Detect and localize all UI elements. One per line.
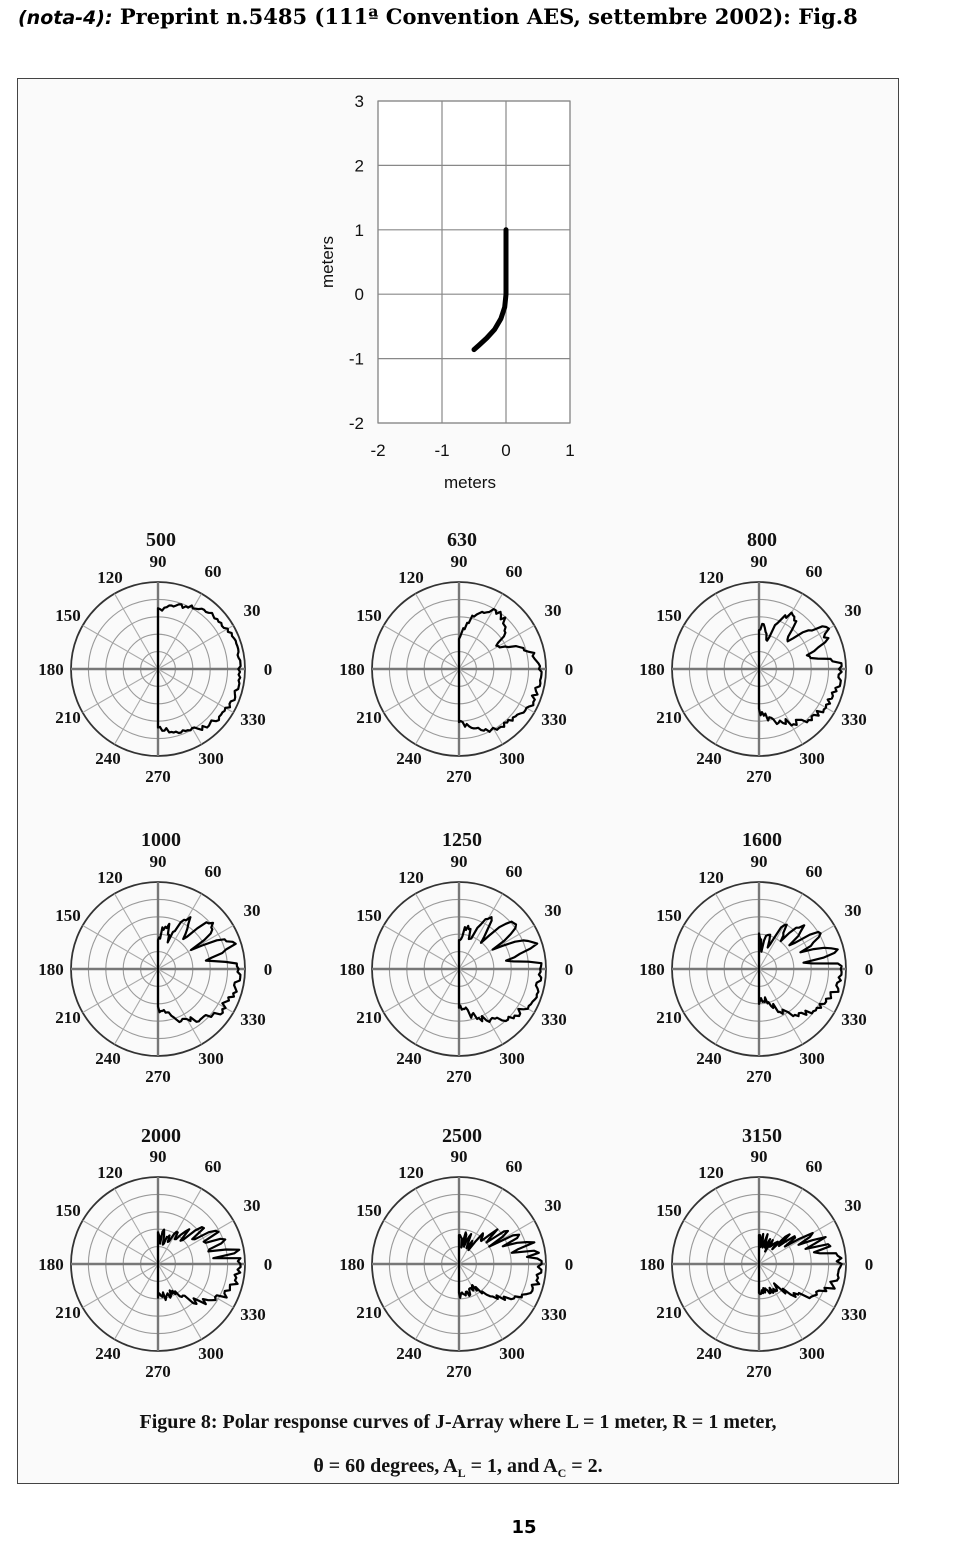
polar-angle-label: 240 — [95, 1344, 121, 1363]
header-title: Preprint n.5485 (111ª Convention AES, settembre 2002): Fig.8 — [119, 4, 858, 29]
polar-plot-1250 — [339, 829, 573, 1086]
polar-angle-label: 270 — [746, 1067, 772, 1086]
polar-spoke — [759, 669, 803, 744]
polar-angle-label: 180 — [639, 960, 665, 979]
polar-response-curve — [759, 925, 842, 1016]
polar-angle-label: 210 — [356, 1303, 382, 1322]
polar-angle-label: 60 — [805, 562, 823, 581]
polar-angle-label: 90 — [750, 552, 768, 571]
polar-spoke — [684, 626, 759, 670]
polar-title: 3150 — [742, 1125, 782, 1147]
polar-angle-label: 210 — [55, 1008, 81, 1027]
polar-spoke — [716, 1264, 760, 1339]
polar-angle-label: 240 — [396, 1344, 422, 1363]
polar-spoke — [459, 969, 534, 1013]
polar-spoke — [83, 1264, 158, 1308]
polar-angle-label: 270 — [446, 1067, 472, 1086]
polar-spoke — [115, 894, 159, 969]
polar-angle-label: 330 — [541, 1305, 567, 1324]
polar-angle-label: 90 — [750, 852, 768, 871]
polar-angle-label: 90 — [149, 1147, 167, 1166]
polar-spoke — [384, 1264, 459, 1308]
y-tick-label: 3 — [354, 92, 364, 111]
polar-spoke — [384, 969, 459, 1013]
polar-angle-label: 330 — [240, 1010, 266, 1029]
polar-spoke — [459, 669, 534, 713]
polar-angle-label: 60 — [204, 562, 222, 581]
polar-angle-label: 300 — [198, 1049, 224, 1068]
polar-spoke — [716, 894, 760, 969]
header-note: (nota-4): — [18, 7, 113, 29]
polar-angle-label: 210 — [55, 708, 81, 727]
polar-title: 2500 — [442, 1125, 482, 1147]
polar-spoke — [459, 1264, 534, 1308]
polar-angle-label: 120 — [398, 1163, 424, 1182]
polar-spoke — [459, 669, 503, 744]
polar-spoke — [115, 1264, 159, 1339]
caption-sub: L — [457, 1466, 466, 1480]
polar-spoke — [716, 1189, 760, 1264]
x-tick-label: 1 — [565, 441, 575, 460]
polar-angle-label: 240 — [696, 1049, 722, 1068]
polar-angle-label: 300 — [799, 1344, 825, 1363]
polar-angle-label: 0 — [864, 660, 874, 679]
polar-spoke — [416, 594, 460, 669]
polar-angle-label: 240 — [396, 749, 422, 768]
polar-plot-1000 — [38, 829, 272, 1086]
y-axis-label: meters — [318, 236, 337, 288]
polar-angle-label: 60 — [505, 1157, 523, 1176]
polar-angle-label: 150 — [356, 606, 382, 625]
polar-angle-label: 150 — [656, 906, 682, 925]
polar-spoke — [759, 1264, 834, 1308]
polar-angle-label: 120 — [97, 1163, 123, 1182]
polar-spoke — [115, 969, 159, 1044]
polar-angle-label: 210 — [356, 708, 382, 727]
polar-angle-label: 270 — [145, 1067, 171, 1086]
polar-angle-label: 120 — [698, 568, 724, 587]
polar-angle-label: 90 — [149, 852, 167, 871]
polar-angle-label: 30 — [844, 1196, 862, 1215]
polar-angle-label: 150 — [656, 1201, 682, 1220]
polar-angle-label: 330 — [841, 1010, 867, 1029]
polar-spoke — [416, 1264, 460, 1339]
polar-spoke — [716, 969, 760, 1044]
polar-spoke — [759, 626, 834, 670]
polar-title: 1600 — [742, 829, 782, 851]
polar-angle-label: 0 — [864, 960, 874, 979]
y-tick-label: 2 — [354, 156, 364, 176]
polar-angle-label: 120 — [97, 568, 123, 587]
polar-angle-label: 150 — [356, 906, 382, 925]
polar-spoke — [684, 969, 759, 1013]
polar-angle-label: 330 — [541, 1010, 567, 1029]
polar-spoke — [416, 669, 460, 744]
polar-angle-label: 60 — [505, 562, 523, 581]
polar-angle-label: 30 — [544, 1196, 562, 1215]
polar-spoke — [684, 1221, 759, 1265]
polar-angle-label: 30 — [544, 901, 562, 920]
polar-spoke — [416, 969, 460, 1044]
polar-angle-label: 90 — [149, 552, 167, 571]
polar-angle-label: 30 — [243, 601, 261, 620]
polar-plot-2000 — [38, 1125, 272, 1381]
polar-spoke — [716, 669, 760, 744]
polar-plot-3150 — [639, 1125, 873, 1381]
polar-spoke — [459, 1189, 503, 1264]
polar-spoke — [759, 969, 803, 1044]
polar-spoke — [115, 594, 159, 669]
polar-angle-label: 270 — [746, 1362, 772, 1381]
polar-spoke — [716, 594, 760, 669]
caption-line-2 — [17, 1444, 899, 1495]
polar-angle-label: 210 — [656, 1008, 682, 1027]
y-tick-label: -2 — [348, 414, 364, 433]
polar-angle-label: 0 — [864, 1255, 874, 1274]
polar-angle-label: 300 — [799, 1049, 825, 1068]
polar-plot-630 — [339, 529, 573, 786]
polar-angle-label: 0 — [263, 660, 273, 679]
polar-angle-label: 150 — [55, 906, 81, 925]
polar-plot-500 — [38, 529, 272, 786]
caption-text: = 2. — [566, 1455, 603, 1477]
polar-angle-label: 240 — [396, 1049, 422, 1068]
polar-spoke — [684, 1264, 759, 1308]
polar-angle-label: 300 — [799, 749, 825, 768]
page-number: 15 — [511, 1517, 537, 1538]
polar-angle-label: 30 — [243, 1196, 261, 1215]
polar-angle-label: 180 — [339, 1255, 365, 1274]
polar-title: 630 — [447, 529, 477, 551]
polar-spoke — [459, 594, 503, 669]
polar-angle-label: 240 — [95, 749, 121, 768]
polar-angle-label: 330 — [240, 710, 266, 729]
polar-title: 800 — [747, 529, 777, 551]
polar-angle-label: 330 — [841, 1305, 867, 1324]
polar-spoke — [684, 926, 759, 970]
polar-spoke — [759, 669, 834, 713]
polar-angle-label: 270 — [145, 1362, 171, 1381]
polar-angle-label: 330 — [240, 1305, 266, 1324]
polar-angle-label: 330 — [541, 710, 567, 729]
polar-spoke — [115, 1189, 159, 1264]
polar-plot-2500 — [339, 1125, 573, 1381]
j-array-plot-area — [378, 101, 570, 423]
polar-angle-label: 90 — [450, 1147, 468, 1166]
polar-angle-label: 90 — [450, 552, 468, 571]
polar-angle-label: 90 — [450, 852, 468, 871]
polar-angle-label: 120 — [97, 868, 123, 887]
x-axis-label: meters — [444, 473, 496, 492]
polar-angle-label: 120 — [698, 1163, 724, 1182]
polar-spoke — [384, 926, 459, 970]
y-tick-label: 0 — [354, 285, 364, 305]
polar-angle-label: 150 — [656, 606, 682, 625]
polar-angle-label: 180 — [639, 660, 665, 679]
polar-response-curve — [158, 1227, 241, 1304]
figure-caption — [17, 1400, 899, 1495]
polar-angle-label: 150 — [55, 1201, 81, 1220]
polar-spoke — [759, 1264, 803, 1339]
polar-spoke — [384, 669, 459, 713]
polar-angle-label: 120 — [698, 868, 724, 887]
polar-angle-label: 270 — [446, 767, 472, 786]
polar-title: 1000 — [141, 829, 181, 851]
polar-angle-label: 300 — [198, 749, 224, 768]
polar-angle-label: 300 — [499, 1049, 525, 1068]
polar-angle-label: 60 — [204, 1157, 222, 1176]
polar-spoke — [83, 1221, 158, 1265]
polar-spoke — [384, 626, 459, 670]
polar-spoke — [384, 1221, 459, 1265]
polar-angle-label: 240 — [95, 1049, 121, 1068]
polar-angle-label: 270 — [746, 767, 772, 786]
polar-angle-label: 30 — [243, 901, 261, 920]
polar-angle-label: 180 — [339, 660, 365, 679]
polar-spoke — [158, 1189, 202, 1264]
polar-angle-label: 240 — [696, 749, 722, 768]
polar-angle-label: 0 — [263, 1255, 273, 1274]
polar-angle-label: 90 — [750, 1147, 768, 1166]
polar-angle-label: 60 — [505, 862, 523, 881]
polar-spoke — [759, 894, 803, 969]
polar-spoke — [115, 669, 159, 744]
polar-angle-label: 300 — [499, 1344, 525, 1363]
polar-spoke — [83, 626, 158, 670]
polar-angle-label: 60 — [805, 862, 823, 881]
polar-angle-label: 180 — [639, 1255, 665, 1274]
y-tick-label: -1 — [348, 349, 364, 369]
polar-spoke — [158, 969, 202, 1044]
polar-angle-label: 330 — [841, 710, 867, 729]
polar-angle-label: 0 — [263, 960, 273, 979]
polar-angle-label: 30 — [844, 601, 862, 620]
polar-angle-label: 180 — [339, 960, 365, 979]
polar-angle-label: 0 — [564, 660, 574, 679]
polar-angle-label: 0 — [564, 1255, 574, 1274]
polar-spoke — [684, 669, 759, 713]
polar-spoke — [416, 1189, 460, 1264]
polar-spoke — [759, 1189, 803, 1264]
polar-angle-label: 0 — [564, 960, 574, 979]
polar-angle-label: 300 — [499, 749, 525, 768]
polar-angle-label: 30 — [844, 901, 862, 920]
polar-angle-label: 120 — [398, 568, 424, 587]
caption-text: θ = 60 degrees, A — [313, 1455, 458, 1477]
polar-spoke — [158, 969, 233, 1013]
polar-spoke — [416, 894, 460, 969]
caption-line-1: Figure 8: Polar response curves of J-Array where L = 1 meter, R = 1 meter, — [139, 1411, 777, 1433]
caption-text: = 1, and A — [465, 1455, 558, 1477]
polar-angle-label: 210 — [656, 708, 682, 727]
polar-title: 1250 — [442, 829, 482, 851]
polar-angle-label: 60 — [204, 862, 222, 881]
polar-angle-label: 180 — [38, 660, 64, 679]
polar-angle-label: 180 — [38, 960, 64, 979]
polar-response-curve — [459, 609, 542, 732]
polar-angle-label: 150 — [356, 1201, 382, 1220]
caption-sub: C — [557, 1466, 567, 1480]
polar-title: 500 — [146, 529, 176, 551]
y-tick-label: 1 — [354, 220, 364, 240]
polar-spoke — [158, 669, 233, 713]
polar-spoke — [83, 669, 158, 713]
polar-angle-label: 270 — [446, 1362, 472, 1381]
x-tick-label: 0 — [501, 441, 511, 460]
polar-angle-label: 210 — [356, 1008, 382, 1027]
polar-angle-label: 210 — [656, 1303, 682, 1322]
polar-spoke — [459, 1264, 503, 1339]
polar-title: 2000 — [141, 1125, 181, 1147]
polar-spoke — [83, 926, 158, 970]
polar-angle-label: 240 — [696, 1344, 722, 1363]
polar-angle-label: 120 — [398, 868, 424, 887]
polar-angle-label: 30 — [544, 601, 562, 620]
polar-spoke — [83, 969, 158, 1013]
x-tick-label: -1 — [434, 441, 450, 460]
polar-plot-1600 — [639, 829, 873, 1086]
polar-angle-label: 180 — [38, 1255, 64, 1274]
x-tick-label: -2 — [370, 441, 386, 460]
polar-spoke — [158, 626, 233, 670]
polar-angle-label: 270 — [145, 767, 171, 786]
polar-angle-label: 150 — [55, 606, 81, 625]
polar-angle-label: 300 — [198, 1344, 224, 1363]
polar-plot-800 — [639, 529, 873, 786]
polar-angle-label: 210 — [55, 1303, 81, 1322]
polar-angle-label: 60 — [805, 1157, 823, 1176]
